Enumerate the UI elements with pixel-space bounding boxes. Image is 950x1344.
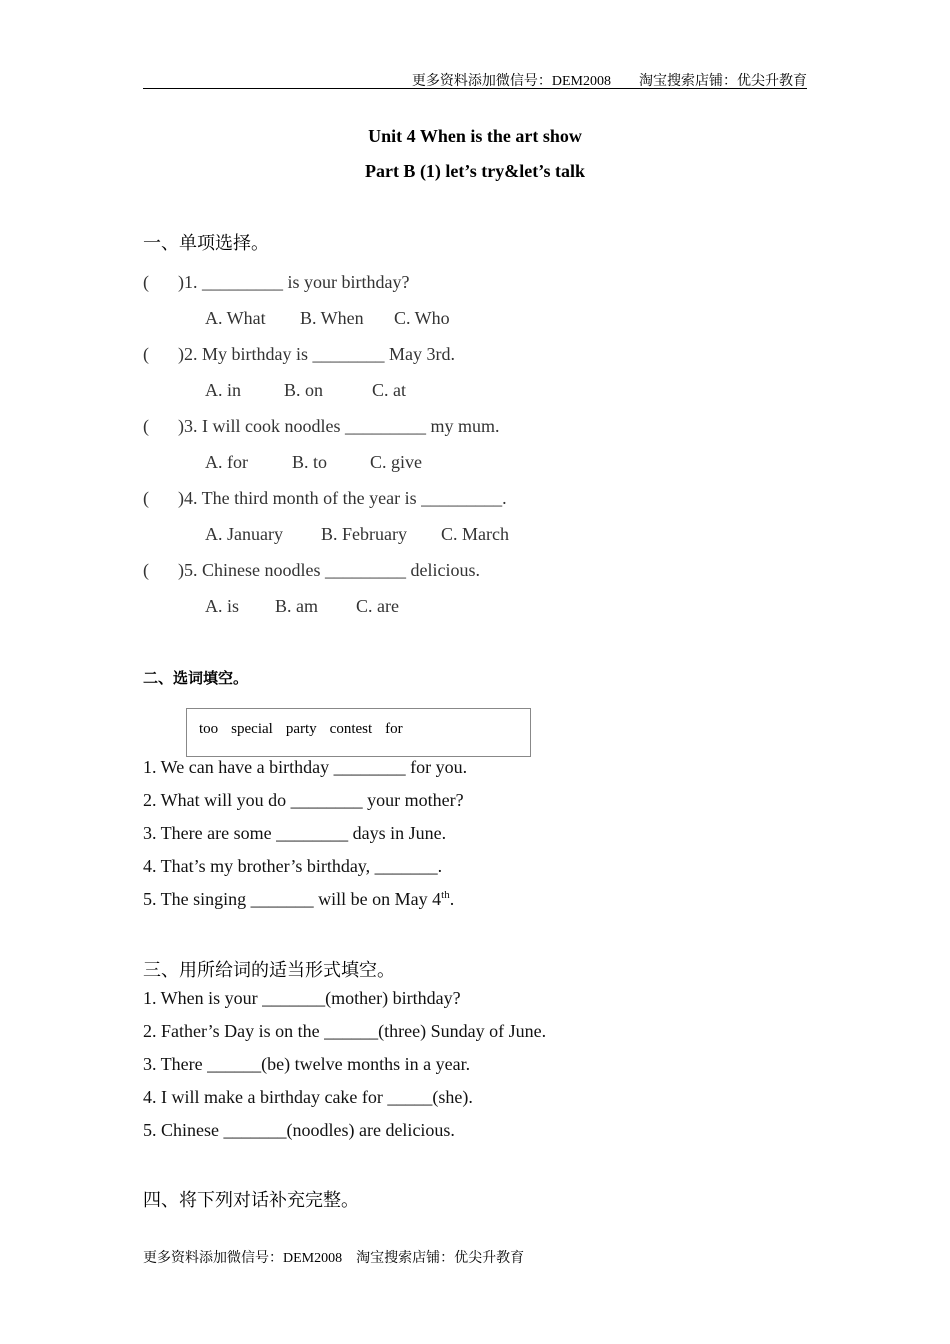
word-item: for xyxy=(385,721,403,737)
section-3-heading: 三、用所给词的适当形式填空。 xyxy=(143,960,395,981)
fill-sentence-4: 4. That’s my brother’s birthday, _______. xyxy=(143,856,443,876)
part-title: Part B (1) let’s try&let’s talk xyxy=(364,161,586,181)
option-c: C. March xyxy=(441,524,509,544)
option-a: A. is xyxy=(205,596,240,616)
question-text: )4. The third month of the year is _________. xyxy=(178,488,507,508)
option-b: B. am xyxy=(275,596,318,616)
answer-paren[interactable]: ( xyxy=(143,560,149,580)
option-c: C. Who xyxy=(394,308,450,328)
unit-title: Unit 4 When is the art show xyxy=(368,126,582,146)
form-sentence-5: 5. Chinese _______(noodles) are delicious. xyxy=(143,1120,455,1140)
header-divider xyxy=(143,88,807,89)
word-bank-list xyxy=(199,721,416,738)
word-item: party xyxy=(285,721,317,737)
option-a: A. for xyxy=(205,452,248,472)
option-b: B. February xyxy=(321,524,407,544)
question-options xyxy=(205,524,509,545)
answer-paren[interactable]: ( xyxy=(143,272,149,292)
sentence-end: . xyxy=(449,889,455,909)
word-item: special xyxy=(231,721,273,737)
option-a: A. What xyxy=(205,308,266,328)
option-a: A. January xyxy=(205,524,283,544)
page-header: 更多资料添加微信号：DEM2008 淘宝搜索店铺：优尖升教育 xyxy=(411,74,807,89)
question-options xyxy=(205,308,450,329)
option-b: B. on xyxy=(284,380,324,400)
word-bank xyxy=(186,708,531,757)
option-c: C. give xyxy=(370,452,422,472)
word-item: contest xyxy=(329,721,373,737)
question-options xyxy=(205,452,422,473)
question-text: )2. My birthday is ________ May 3rd. xyxy=(178,344,455,364)
form-sentence-3: 3. There ______(be) twelve months in a year. xyxy=(143,1054,471,1074)
question-options xyxy=(205,380,406,401)
option-b: B. When xyxy=(300,308,364,328)
question-text: )5. Chinese noodles _________ delicious. xyxy=(178,560,480,580)
section-4-heading: 四、将下列对话补充完整。 xyxy=(143,1190,359,1211)
answer-paren[interactable]: ( xyxy=(143,344,149,364)
answer-paren[interactable]: ( xyxy=(143,488,149,508)
fill-sentence-1: 1. We can have a birthday ________ for you. xyxy=(143,757,468,777)
option-c: C. are xyxy=(356,596,399,616)
fill-sentence-2: 2. What will you do ________ your mother? xyxy=(143,790,464,810)
word-item: too xyxy=(199,721,219,737)
form-sentence-2: 2. Father’s Day is on the ______(three) Sunday of June. xyxy=(143,1021,547,1041)
question-options xyxy=(205,596,399,617)
answer-paren[interactable]: ( xyxy=(143,416,149,436)
section-1-heading: 一、单项选择。 xyxy=(143,233,269,254)
question-text: )3. I will cook noodles _________ my mum. xyxy=(178,416,500,436)
fill-sentence-5 xyxy=(143,889,454,910)
page-footer: 更多资料添加微信号：DEM2008 淘宝搜索店铺：优尖升教育 xyxy=(143,1251,525,1266)
ordinal-suffix: th xyxy=(441,889,450,901)
sentence-text: 5. The singing _______ will be on May 4 xyxy=(143,889,442,909)
option-a: A. in xyxy=(205,380,241,400)
section-2-heading: 二、选词填空。 xyxy=(143,669,249,687)
fill-sentence-3: 3. There are some ________ days in June. xyxy=(143,823,447,843)
option-b: B. to xyxy=(292,452,328,472)
form-sentence-4: 4. I will make a birthday cake for _____(she). xyxy=(143,1087,473,1107)
option-c: C. at xyxy=(372,380,406,400)
question-text: )1. _________ is your birthday? xyxy=(178,272,410,292)
form-sentence-1: 1. When is your _______(mother) birthday? xyxy=(143,988,461,1008)
